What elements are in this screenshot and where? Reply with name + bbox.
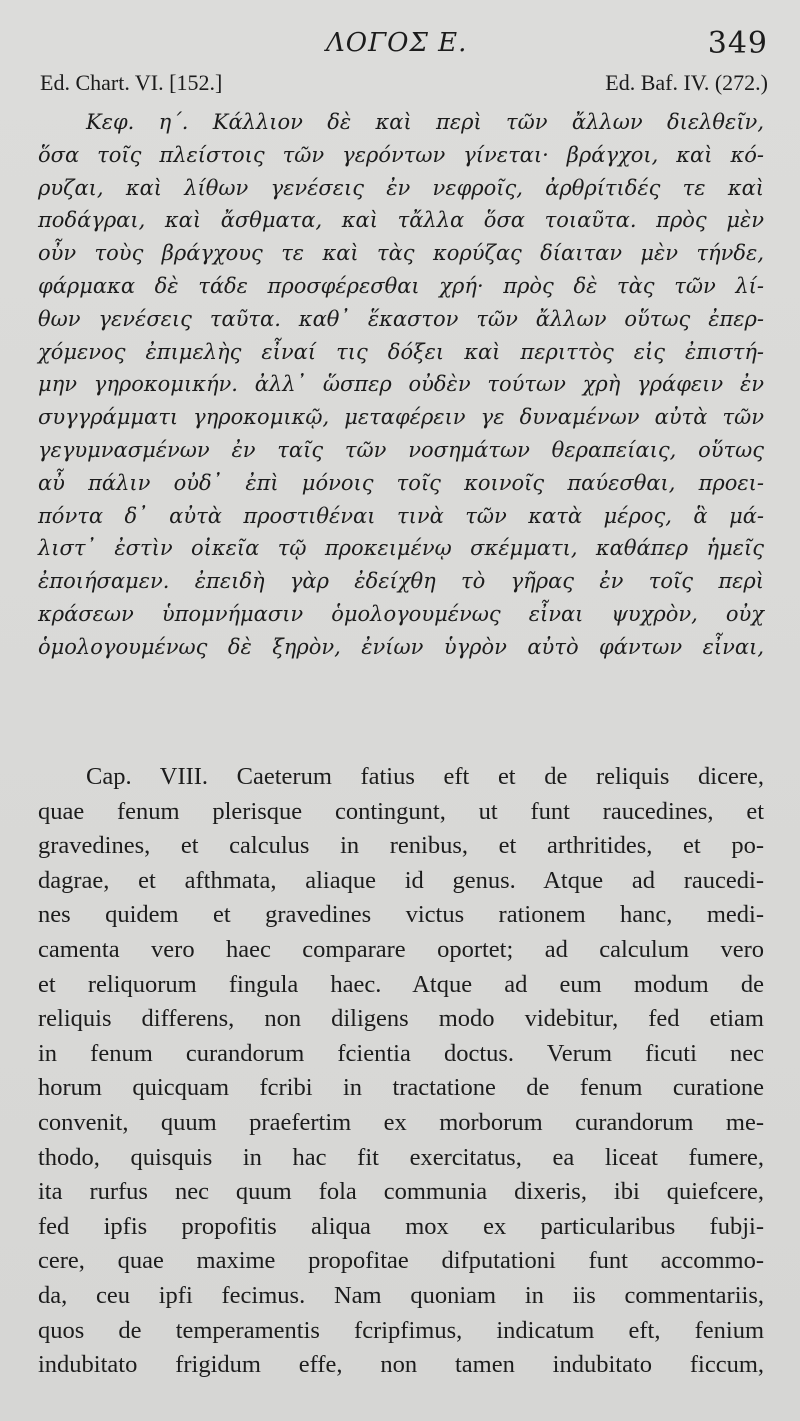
greek-line: αὖ πάλιν οὐδ᾽ ἐπὶ μόνοις τοῖς κοινοῖς παύεσθαι, προει- [38,470,764,495]
edition-references [40,70,768,106]
greek-line: χόμενος ἐπιμελὴς εἶναί τις δόξει καὶ περιττὸς εἰς ἐπιστή- [38,339,764,364]
greek-line: συγγράμματι γηροκομικῷ, μεταφέρειν γε δυναμένων αὐτὰ τῶν [38,405,764,430]
greek-line: ποδάγραι, καὶ ἄσθματα, καὶ τἄλλα ὅσα τοιαῦτα. πρὸς μὲν [38,208,764,233]
greek-line: γεγυμνασμένων ἐν ταῖς τῶν νοσημάτων θεραπείαις, οὕτως [38,437,764,462]
latin-line: thodo, quisquis in hac fit exercitatus, ea liceat fumere, [38,1143,764,1171]
latin-line: convenit, quum praefertim ex morborum curandorum me- [38,1108,764,1136]
latin-line: quae fenum plerisque contingunt, ut funt raucedines, et [38,797,764,825]
latin-line: gravedines, et calculus in renibus, et arthritides, et po- [38,832,764,860]
greek-line: φάρμακα δὲ τάδε προσφέρεσθαι χρή· πρὸς δὲ τὰς τῶν λί- [38,273,764,298]
greek-line: λιστ᾽ ἐστὶν οἰκεῖα τῷ προκειμένῳ σκέμματι, καθάπερ ἡμεῖς [38,536,764,561]
latin-line: et reliquorum fingula haec. Atque ad eum modum de [38,970,764,998]
greek-text [38,106,764,664]
latin-line: indubitato frigidum effe, non tamen indubitato ficcum, [38,1351,764,1379]
latin-line: horum quicquam fcribi in tractatione de fenum curatione [38,1074,764,1102]
greek-line: θων γενέσεις ταῦτα. καθ᾽ ἕκαστον τῶν ἄλλων οὕτως ἐπερ- [38,306,764,331]
latin-line: da, ceu ipfi fecimus. Nam quoniam in iis commentariis, [38,1281,764,1309]
greek-line: μην γηροκομικήν. ἀλλ᾽ ὥσπερ οὐδὲν τούτων χρὴ γράφειν ἐν [38,372,764,397]
running-head [0,22,800,62]
greek-line: πόντα δ᾽ αὐτὰ προστιθέναι τινὰ τῶν κατὰ μέρος, ἃ μά- [38,503,764,528]
page-number: 349 [707,26,768,61]
latin-line: quos de temperamentis fcripfimus, indicatum eft, fenium [38,1316,764,1344]
latin-line: dagrae, et afthmata, aliaque id genus. Atque ad raucedi- [38,866,764,894]
latin-line: fed ipfis propofitis aliqua mox ex particularibus fubji- [38,1212,764,1240]
latin-line: cere, quae maxime propofitae difputationi funt accommo- [38,1247,764,1275]
latin-line: in fenum curandorum fcientia doctus. Verum ficuti nec [38,1039,764,1067]
latin-line: camenta vero haec comparare oportet; ad calculum vero [38,935,764,963]
greek-line: ἐποιήσαμεν. ἐπειδὴ γὰρ ἐδείχθη τὸ γῆρας ἐν τοῖς περὶ [38,569,764,594]
latin-line: ita rurfus nec quum fola communia dixeris, ibi quiefcere, [38,1178,764,1206]
greek-line: Κεφ. η΄. Κάλλιον δὲ καὶ περὶ τῶν ἄλλων διελθεῖν, [86,110,764,134]
edition-chartier: Ed. Chart. VI. [152.] [40,70,223,95]
latin-text [38,760,764,1383]
greek-line: ὅσα τοῖς πλείστοις τῶν γερόντων γίνεται· βράγχοι, καὶ κό- [38,142,764,167]
edition-basel: Ed. Baf. IV. (272.) [605,70,768,95]
greek-line: κράσεων ὑπομνήμασιν ὁμολογουμένως εἶναι ψυχρὸν, οὐχ [38,601,764,626]
greek-line: οὖν τοὺς βράγχους τε καὶ τὰς κορύζας δίαιταν μὲν τήνδε, [38,241,764,266]
latin-line: nes quidem et gravedines victus rationem hanc, medi- [38,901,764,929]
running-title: ΛΟΓΟΣ Ε. [326,28,468,58]
greek-line: ρυζαι, καὶ λίθων γενέσεις ἐν νεφροῖς, ἀρθρίτιδές τε καὶ [38,175,764,200]
greek-line: ὁμολογουμένως δὲ ξηρὸν, ἐνίων ὑγρὸν αὐτὸ φάντων εἶναι, [38,634,764,659]
latin-line: reliquis differens, non diligens modo videbitur, fed etiam [38,1005,764,1033]
latin-line: Cap. VIII. Caeterum fatius eft et de reliquis dicere, [86,763,764,790]
